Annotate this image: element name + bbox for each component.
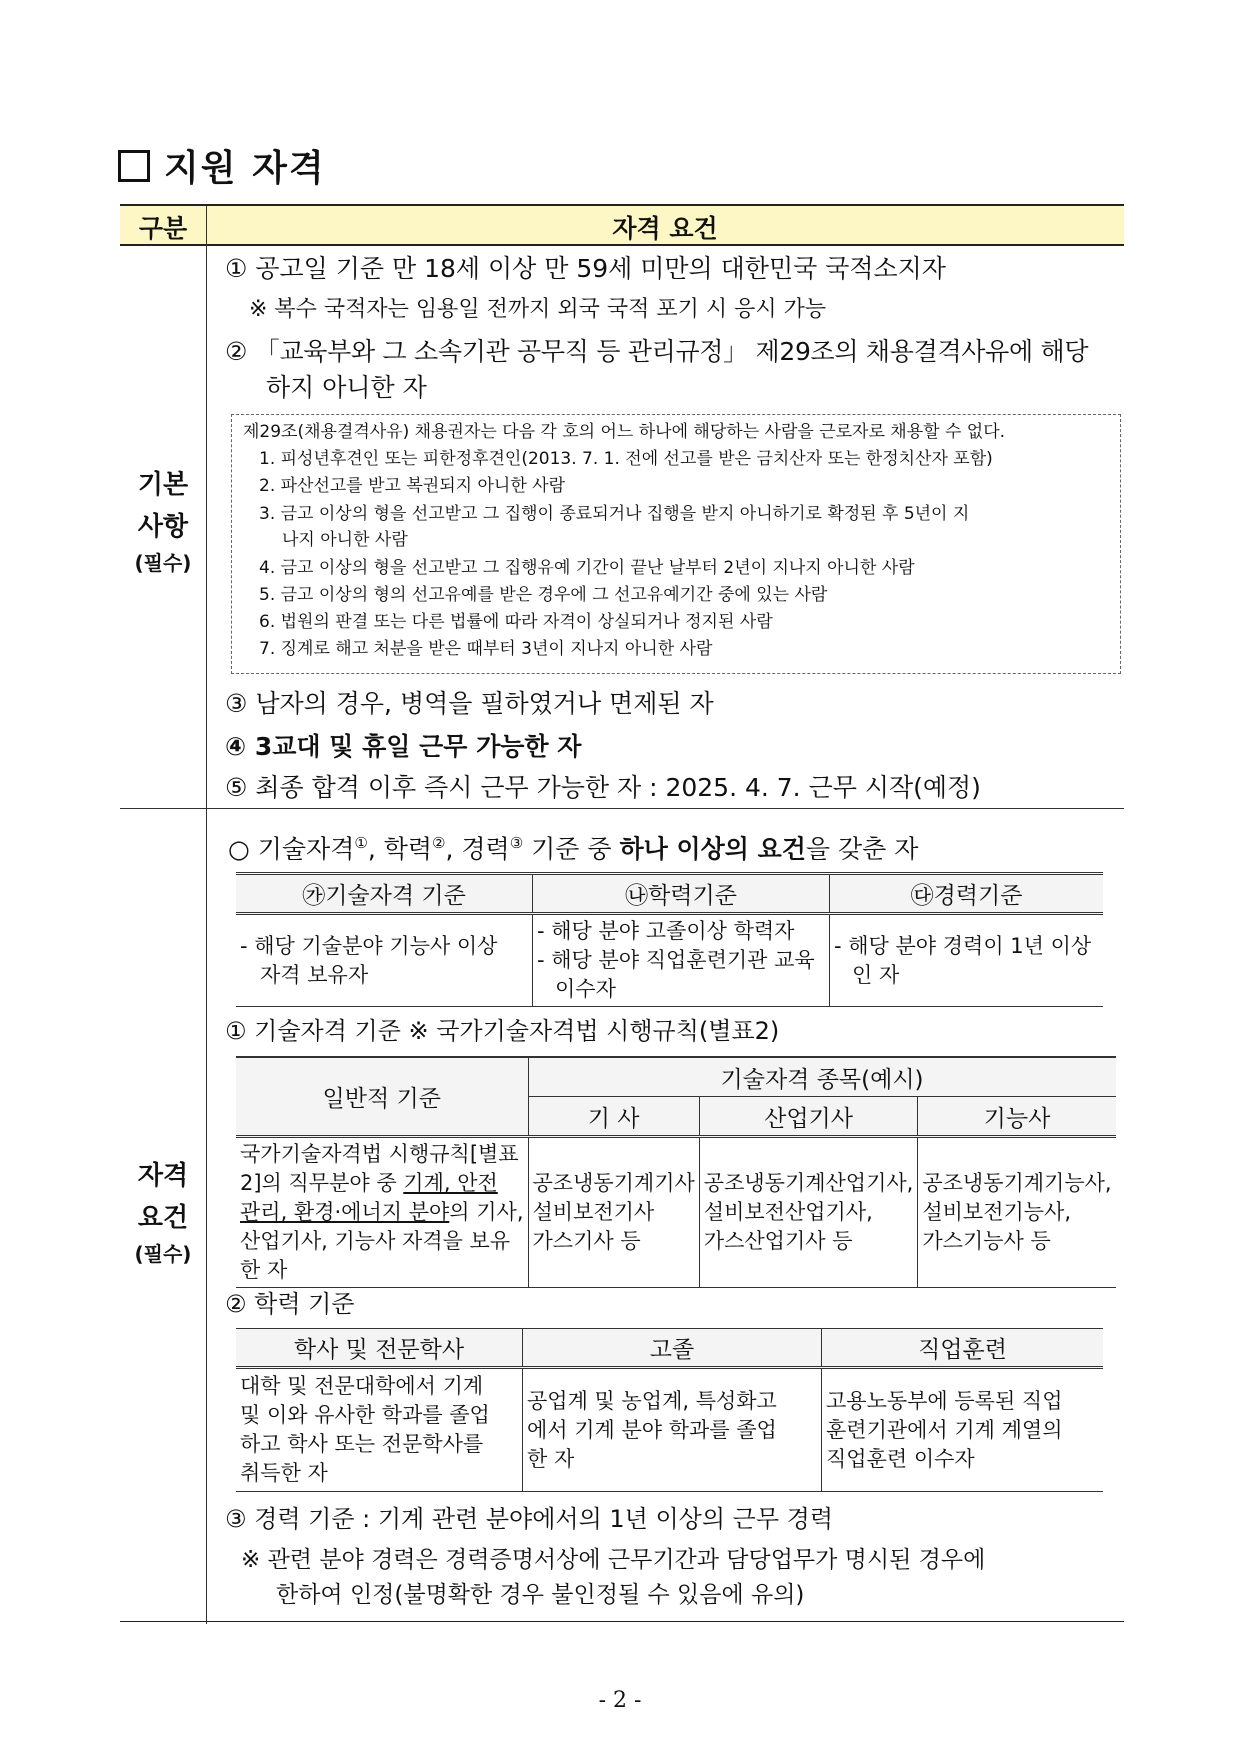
notebox-line: 6. 법원의 판결 또는 다른 법률에 따라 자격이 상실되거나 정지된 사람	[259, 612, 773, 632]
notebox-line: 1. 피성년후견인 또는 피한정후견인(2013. 7. 1. 전에 선고를 받은 금치산자 또는 한정치산자 포함)	[259, 449, 993, 469]
tech-header-industrial-engineer: 산업기사	[699, 1097, 918, 1137]
tech-header-items: 기술자격 종목(예시)	[528, 1057, 1116, 1097]
tech-title: ① 기술자격 기준 ※ 국가기술자격법 시행규칙(별표2)	[225, 1017, 780, 1045]
notebox-line: 7. 징계로 해고 처분을 받은 때부터 3년이 지나지 아니한 사람	[259, 639, 713, 659]
checkbox-square-icon	[118, 150, 150, 182]
edu-highschool-cell: 공업계 및 농업계, 특성화고 에서 기계 분야 학과를 졸업 한 자	[523, 1368, 822, 1492]
header-requirements: 자격 요건	[612, 214, 718, 243]
edu-vocational-cell: 고용노동부에 등록된 직업 훈련기관에서 기계 계열의 직업훈련 이수자	[822, 1368, 1104, 1492]
edu-header-highschool: 고졸	[523, 1329, 822, 1368]
tech-qualification-table	[236, 1056, 1116, 1288]
basic-item-2-cont: 하지 아니한 자	[266, 373, 427, 402]
tech-header-general: 일반적 기준	[236, 1057, 528, 1137]
category-basic: 기본 사항 (필수)	[134, 470, 192, 575]
summary-header-career: ㉰경력기준	[830, 874, 1104, 914]
notebox-line: 2. 파산선고를 받고 복권되지 아니한 사람	[259, 476, 565, 496]
edu-header-bachelor: 학사 및 전문학사	[236, 1329, 523, 1368]
tech-header-engineer: 기 사	[528, 1097, 699, 1137]
row-divider	[120, 808, 1124, 809]
basic-item-3: ③ 남자의 경우, 병역을 필하였거나 면제된 자	[225, 689, 714, 718]
career-note: ※ 관련 분야 경력은 경력증명서상에 근무기간과 담당업무가 명시된 경우에	[241, 1547, 986, 1573]
tech-header-craftsman: 기능사	[918, 1097, 1116, 1137]
notebox-intro: 제29조(채용결격사유) 채용권자는 다음 각 호의 어느 하나에 해당하는 사람을 근로자로 채용할 수 없다.	[243, 422, 1006, 442]
header-category: 구분	[138, 214, 188, 243]
tech-engineer-cell: 공조냉동기계기사 설비보전기사 가스기사 등	[528, 1137, 699, 1288]
notebox-line: 3. 금고 이상의 형을 선고받고 그 집행이 종료되거나 집행을 받지 아니하기로 확정된 후 5년이 지	[259, 504, 970, 524]
summary-header-tech: ㉮기술자격 기준	[236, 874, 533, 914]
summary-career-cell: - 해당 분야 경력이 1년 이상 인 자	[830, 914, 1104, 1007]
column-divider	[206, 244, 207, 1624]
basic-item-2: ② 「교육부와 그 소속기관 공무직 등 관리규정」 제29조의 채용결격사유에 해당	[225, 337, 1089, 366]
career-note-cont: 한하여 인정(불명확한 경우 불인정될 수 있음에 유의)	[276, 1582, 805, 1608]
tech-general-cell: 국가기술자격법 시행규칙[별표 2]의 직무분야 중 기계, 안전 관리, 환경·에너지 분야의 기사, 산업기사, 기능사 자격을 보유 한 자	[236, 1137, 528, 1288]
table-header	[120, 204, 1124, 246]
notebox-line: 4. 금고 이상의 형을 선고받고 그 집행유예 기간이 끝난 날부터 2년이 지나지 아니한 사람	[259, 558, 915, 578]
education-table	[236, 1328, 1103, 1492]
summary-header-edu: ㉯학력기준	[533, 874, 830, 914]
tech-industrial-cell: 공조냉동기계산업기사, 설비보전산업기사, 가스산업기사 등	[699, 1137, 918, 1288]
career-title: ③ 경력 기준 : 기계 관련 분야에서의 1년 이상의 근무 경력	[225, 1505, 834, 1533]
category-qualification: 자격 요건 (필수)	[134, 1161, 192, 1266]
notebox-line: 나지 아니한 사람	[282, 530, 408, 550]
basic-item-4: ④ 3교대 및 휴일 근무 가능한 자	[225, 732, 582, 761]
edu-title: ② 학력 기준	[225, 1290, 355, 1318]
page-number: - 2 -	[598, 1688, 642, 1713]
summary-edu-cell: - 해당 분야 고졸이상 학력자 - 해당 분야 직업훈련기관 교육 이수자	[533, 914, 830, 1007]
qualification-intro: ○ 기술자격①, 학력②, 경력③ 기준 중 하나 이상의 요건을 갖춘 자	[228, 834, 919, 864]
tech-craftsman-cell: 공조냉동기계기능사, 설비보전기능사, 가스기능사 등	[918, 1137, 1116, 1288]
summary-tech-cell: - 해당 기술분야 기능사 이상 자격 보유자	[236, 914, 533, 1007]
section-title: 지원 자격	[118, 140, 326, 191]
qualification-summary-table	[236, 872, 1103, 1007]
notebox-line: 5. 금고 이상의 형의 선고유예를 받은 경우에 그 선고유예기간 중에 있는 사람	[259, 585, 828, 605]
basic-item-5: ⑤ 최종 합격 이후 즉시 근무 가능한 자 : 2025. 4. 7. 근무 시작(예정)	[225, 773, 981, 802]
edu-bachelor-cell: 대학 및 전문대학에서 기계 및 이와 유사한 학과를 졸업 하고 학사 또는 전문학사를 취득한 자	[236, 1368, 523, 1492]
edu-header-vocational: 직업훈련	[822, 1329, 1104, 1368]
table-bottom-border	[120, 1621, 1124, 1622]
basic-item-1-note: ※ 복수 국적자는 임용일 전까지 외국 국적 포기 시 응시 가능	[249, 297, 827, 322]
basic-item-1: ① 공고일 기준 만 18세 이상 만 59세 미만의 대한민국 국적소지자	[225, 254, 946, 283]
